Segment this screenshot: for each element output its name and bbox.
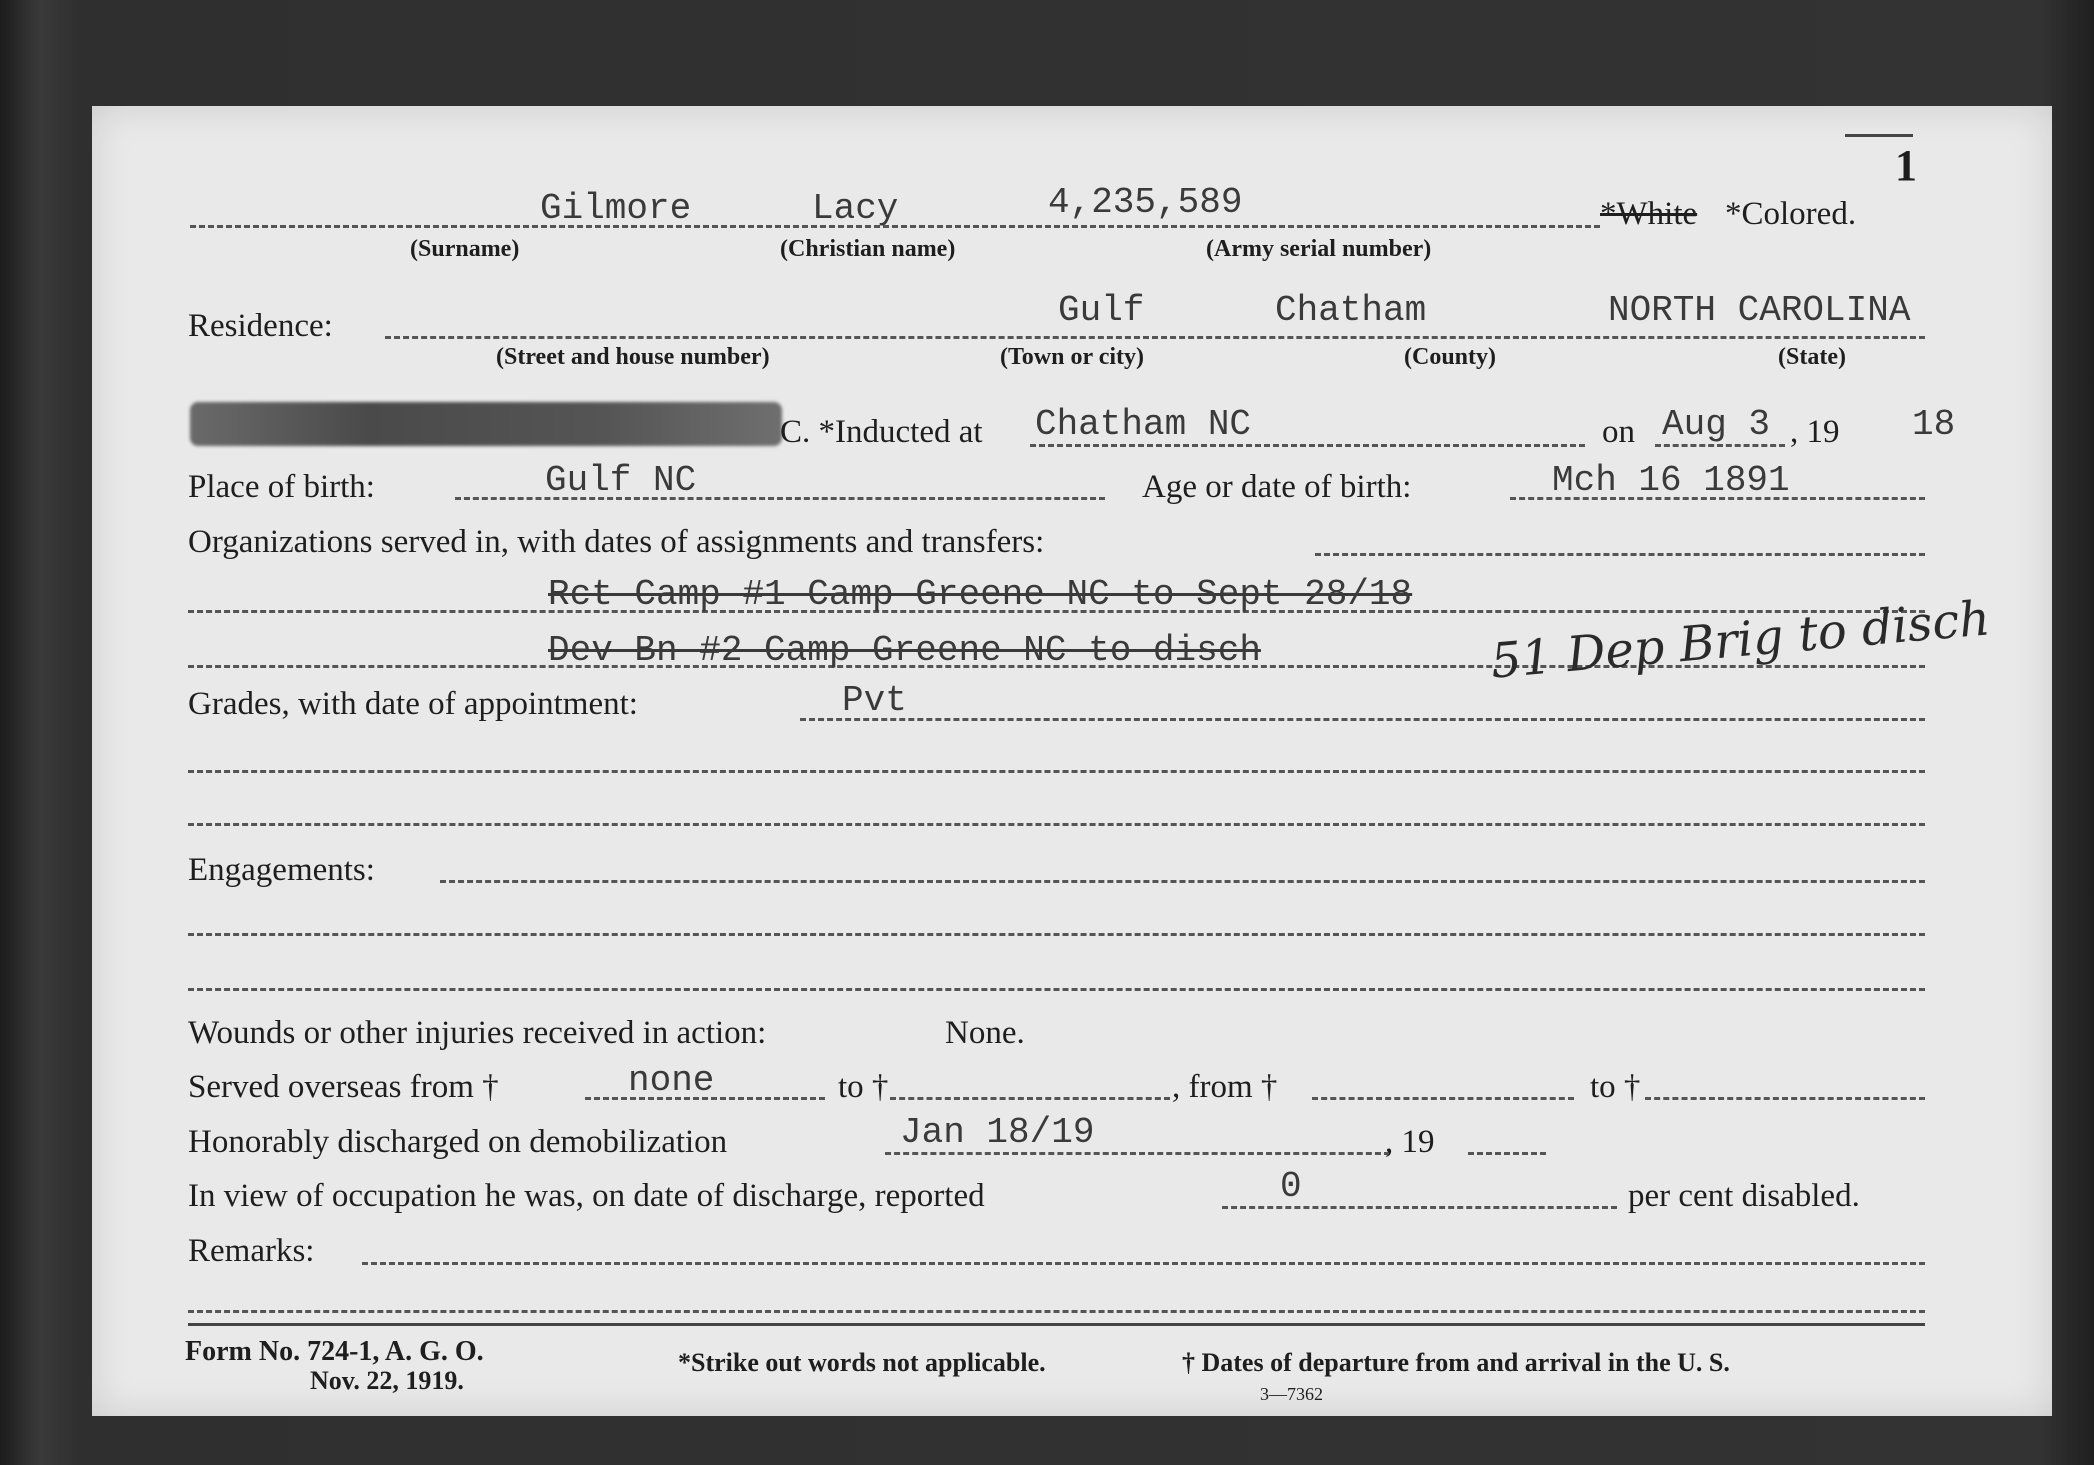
- footer-rule: [188, 1323, 1925, 1326]
- grades-line-3: [188, 823, 1925, 826]
- grades-line: [800, 718, 1925, 721]
- wounds-label: Wounds or other injuries received in action:: [188, 1015, 767, 1051]
- race-colored: *Colored.: [1725, 196, 1857, 232]
- residence-town: Gulf: [1058, 290, 1145, 331]
- residence-county: Chatham: [1275, 290, 1427, 331]
- overseas-to2-line: [1645, 1097, 1925, 1100]
- inducted-place: Chatham NC: [1035, 404, 1252, 445]
- overseas-from2-line: [1312, 1097, 1574, 1100]
- engagements-line-3: [188, 988, 1925, 991]
- caption-county: (County): [1404, 344, 1497, 370]
- place-of-birth-value: Gulf NC: [545, 460, 697, 501]
- engagements-label: Engagements:: [188, 852, 375, 888]
- caption-town: (Town or city): [1000, 344, 1144, 370]
- inducted-date: Aug 3: [1662, 404, 1771, 445]
- organizations-label: Organizations served in, with dates of assignments and transfers:: [188, 524, 1045, 560]
- organization-entry-2: Dev Bn #2 Camp Greene NC to disch: [548, 630, 1261, 671]
- redacted-enlisted-options: [190, 402, 782, 446]
- place-of-birth-label: Place of birth:: [188, 469, 375, 505]
- remarks-line-1: [362, 1262, 1925, 1265]
- surname-value: Gilmore: [540, 188, 692, 229]
- wounds-value: None.: [945, 1015, 1025, 1051]
- form-number: Form No. 724-1, A. G. O.: [185, 1336, 484, 1367]
- serial-value: 4,235,589: [1048, 182, 1243, 223]
- overseas-to2-label: to †: [1590, 1069, 1641, 1105]
- handwritten-organization-note: 51 Dep Brig to disch: [1488, 590, 1993, 690]
- discharge-year-line: [1468, 1152, 1546, 1155]
- disabled-label: In view of occupation he was, on date of discharge, reported: [188, 1178, 985, 1214]
- overseas-from-value: none: [628, 1060, 715, 1101]
- age-label: Age or date of birth:: [1142, 469, 1412, 505]
- residence-label: Residence:: [188, 308, 333, 344]
- engagements-line-2: [188, 933, 1925, 936]
- residence-state: NORTH CAROLINA: [1608, 290, 1911, 331]
- christian-name-value: Lacy: [812, 188, 899, 229]
- overseas-to-line: [890, 1097, 1170, 1100]
- card-number-rule: [1845, 134, 1913, 137]
- grade-value: Pvt: [842, 680, 907, 721]
- organization-entry-1: Rct Camp #1 Camp Greene NC to Sept 28/18: [548, 574, 1413, 615]
- on-label: on: [1602, 414, 1635, 450]
- engagements-line-1: [440, 880, 1925, 883]
- race-white-struck: *White: [1600, 196, 1698, 232]
- inducted-label: C. *Inducted at: [780, 414, 983, 450]
- remarks-line-2: [188, 1310, 1925, 1313]
- form-date: Nov. 22, 1919.: [310, 1366, 464, 1395]
- inducted-year: 18: [1912, 404, 1956, 445]
- overseas-label: Served overseas from †: [188, 1069, 499, 1105]
- caption-state: (State): [1778, 344, 1846, 370]
- disabled-tail: per cent disabled.: [1628, 1178, 1860, 1214]
- disabled-value: 0: [1280, 1166, 1302, 1207]
- grades-label: Grades, with date of appointment:: [188, 686, 638, 722]
- caption-christian-name: (Christian name): [780, 236, 956, 262]
- footnote-dates: † Dates of departure from and arrival in the U. S.: [1182, 1348, 1730, 1377]
- residence-line: [385, 336, 1925, 339]
- organizations-line-0: [1315, 553, 1925, 556]
- caption-street: (Street and house number): [496, 344, 770, 370]
- print-code: 3—7362: [1260, 1384, 1323, 1404]
- grades-line-2: [188, 770, 1925, 773]
- overseas-to-label: to †: [838, 1069, 889, 1105]
- caption-surname: (Surname): [410, 236, 520, 262]
- inducted-year-prefix: , 19: [1790, 414, 1840, 450]
- footnote-strike-out: *Strike out words not applicable.: [678, 1348, 1046, 1377]
- card-number: 1: [1895, 141, 1917, 190]
- discharge-label: Honorably discharged on demobilization: [188, 1124, 728, 1160]
- date-of-birth-value: Mch 16 1891: [1552, 460, 1790, 501]
- discharge-date: Jan 18/19: [900, 1112, 1095, 1153]
- discharge-year-prefix: , 19: [1385, 1124, 1435, 1160]
- overseas-from2-label: , from †: [1172, 1069, 1278, 1105]
- remarks-label: Remarks:: [188, 1233, 315, 1269]
- caption-serial: (Army serial number): [1206, 236, 1432, 262]
